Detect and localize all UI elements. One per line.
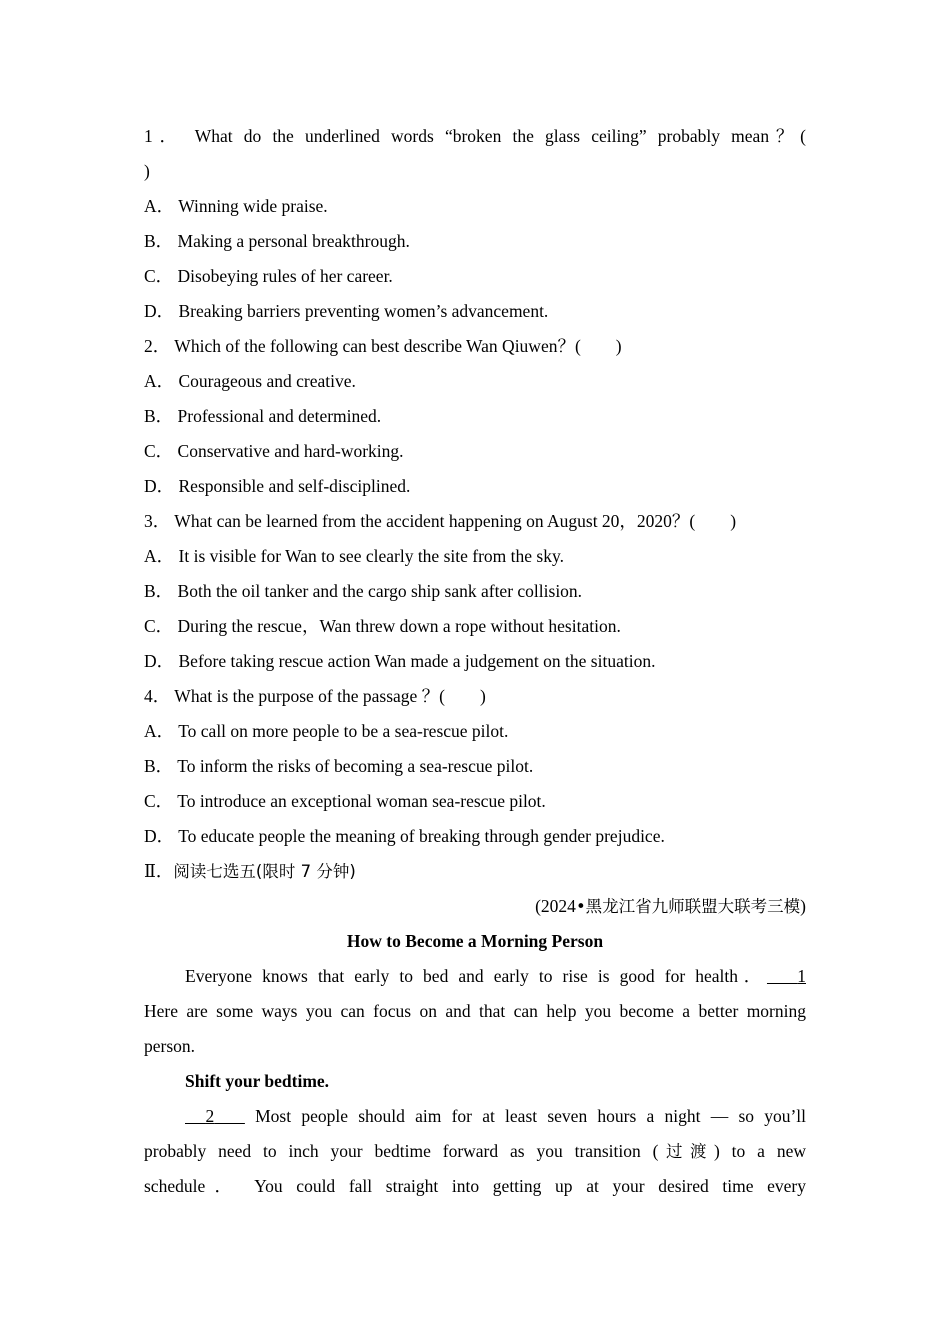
- paragraph-1-line-3: person.: [144, 1036, 196, 1056]
- source-open: (2024: [535, 896, 576, 916]
- document-content: [144, 119, 806, 1204]
- question-4-option-d: D． To educate people the meaning of breaking through gender prejudice.: [144, 826, 665, 846]
- question-2-option-b: B． Professional and determined.: [144, 406, 382, 426]
- source-line: [144, 889, 806, 924]
- section-heading: [144, 854, 806, 889]
- paragraph-1-line-2: Here are some ways you can focus on and that can help you become a better morning: [144, 1001, 806, 1021]
- source-close: ): [800, 896, 806, 916]
- section-numeral: Ⅱ．: [144, 861, 174, 881]
- question-2-stem: 2． Which of the following can best describe Wan Qiuwen？( ): [144, 336, 622, 356]
- paragraph-2-line-2-a: probably need to inch your bedtime forward as you transition (: [144, 1141, 659, 1161]
- question-4-option-c: C． To introduce an exceptional woman sea-rescue pilot.: [144, 791, 546, 811]
- section-title: 阅读七选五: [173, 862, 256, 881]
- section-time-note: (限时 7 分钟): [255, 862, 356, 881]
- question-3-option-c: C． During the rescue，Wan threw down a rope without hesitation.: [144, 616, 621, 636]
- question-3-option-d: D． Before taking rescue action Wan made a judgement on the situation.: [144, 651, 656, 671]
- paragraph-2-line-2-b: ) to a new: [713, 1141, 806, 1161]
- blank-1-number: 1: [797, 966, 806, 986]
- source-text: •黑龙江省九师联盟大联考三模: [575, 897, 801, 916]
- paragraph-2-text: Most people should aim for at least seven hours a night — so you’ll: [255, 1106, 807, 1126]
- paragraph-2-line-2: [144, 1134, 806, 1169]
- blank-2[interactable]: [185, 1106, 245, 1126]
- question-4-option-b: B． To inform the risks of becoming a sea-rescue pilot.: [144, 756, 534, 776]
- paragraph-1-text: Everyone knows that early to bed and early to rise is good for health．: [185, 966, 767, 986]
- question-1-option-c: C． Disobeying rules of her career.: [144, 266, 393, 286]
- question-2-option-a: A． Courageous and creative.: [144, 371, 356, 391]
- question-4-stem: 4． What is the purpose of the passage ？( ): [144, 686, 486, 706]
- blank-2-number: 2: [205, 1106, 215, 1126]
- question-2-option-d: D． Responsible and self-disciplined.: [144, 476, 411, 496]
- question-1-option-a: A． Winning wide praise.: [144, 196, 328, 216]
- question-1-stem: 1． What do the underlined words “broken the glass ceiling” probably mean？(: [144, 126, 806, 146]
- question-1-stem-tail: ): [144, 161, 150, 181]
- question-3-option-b: B． Both the oil tanker and the cargo ship sank after collision.: [144, 581, 583, 601]
- blank-1[interactable]: [767, 966, 806, 986]
- paragraph-2-chinese-gloss: 过渡: [658, 1142, 714, 1161]
- question-2-option-c: C． Conservative and hard-working.: [144, 441, 404, 461]
- question-1-option-d: D． Breaking barriers preventing women’s advancement.: [144, 301, 549, 321]
- paragraph-2-line-1: [144, 1099, 806, 1134]
- question-3-option-a: A． It is visible for Wan to see clearly the site from the sky.: [144, 546, 564, 566]
- question-3-stem: 3． What can be learned from the accident happening on August 20，2020？( ): [144, 511, 737, 531]
- question-1-option-b: B． Making a personal breakthrough.: [144, 231, 410, 251]
- paragraph-1-line-1: [144, 959, 806, 994]
- subheading-shift-bedtime: Shift your bedtime.: [185, 1071, 330, 1091]
- passage-title: How to Become a Morning Person: [346, 931, 604, 951]
- paragraph-2-line-3: schedule． You could fall straight into getting up at your desired time every: [144, 1176, 806, 1196]
- question-4-option-a: A． To call on more people to be a sea-rescue pilot.: [144, 721, 509, 741]
